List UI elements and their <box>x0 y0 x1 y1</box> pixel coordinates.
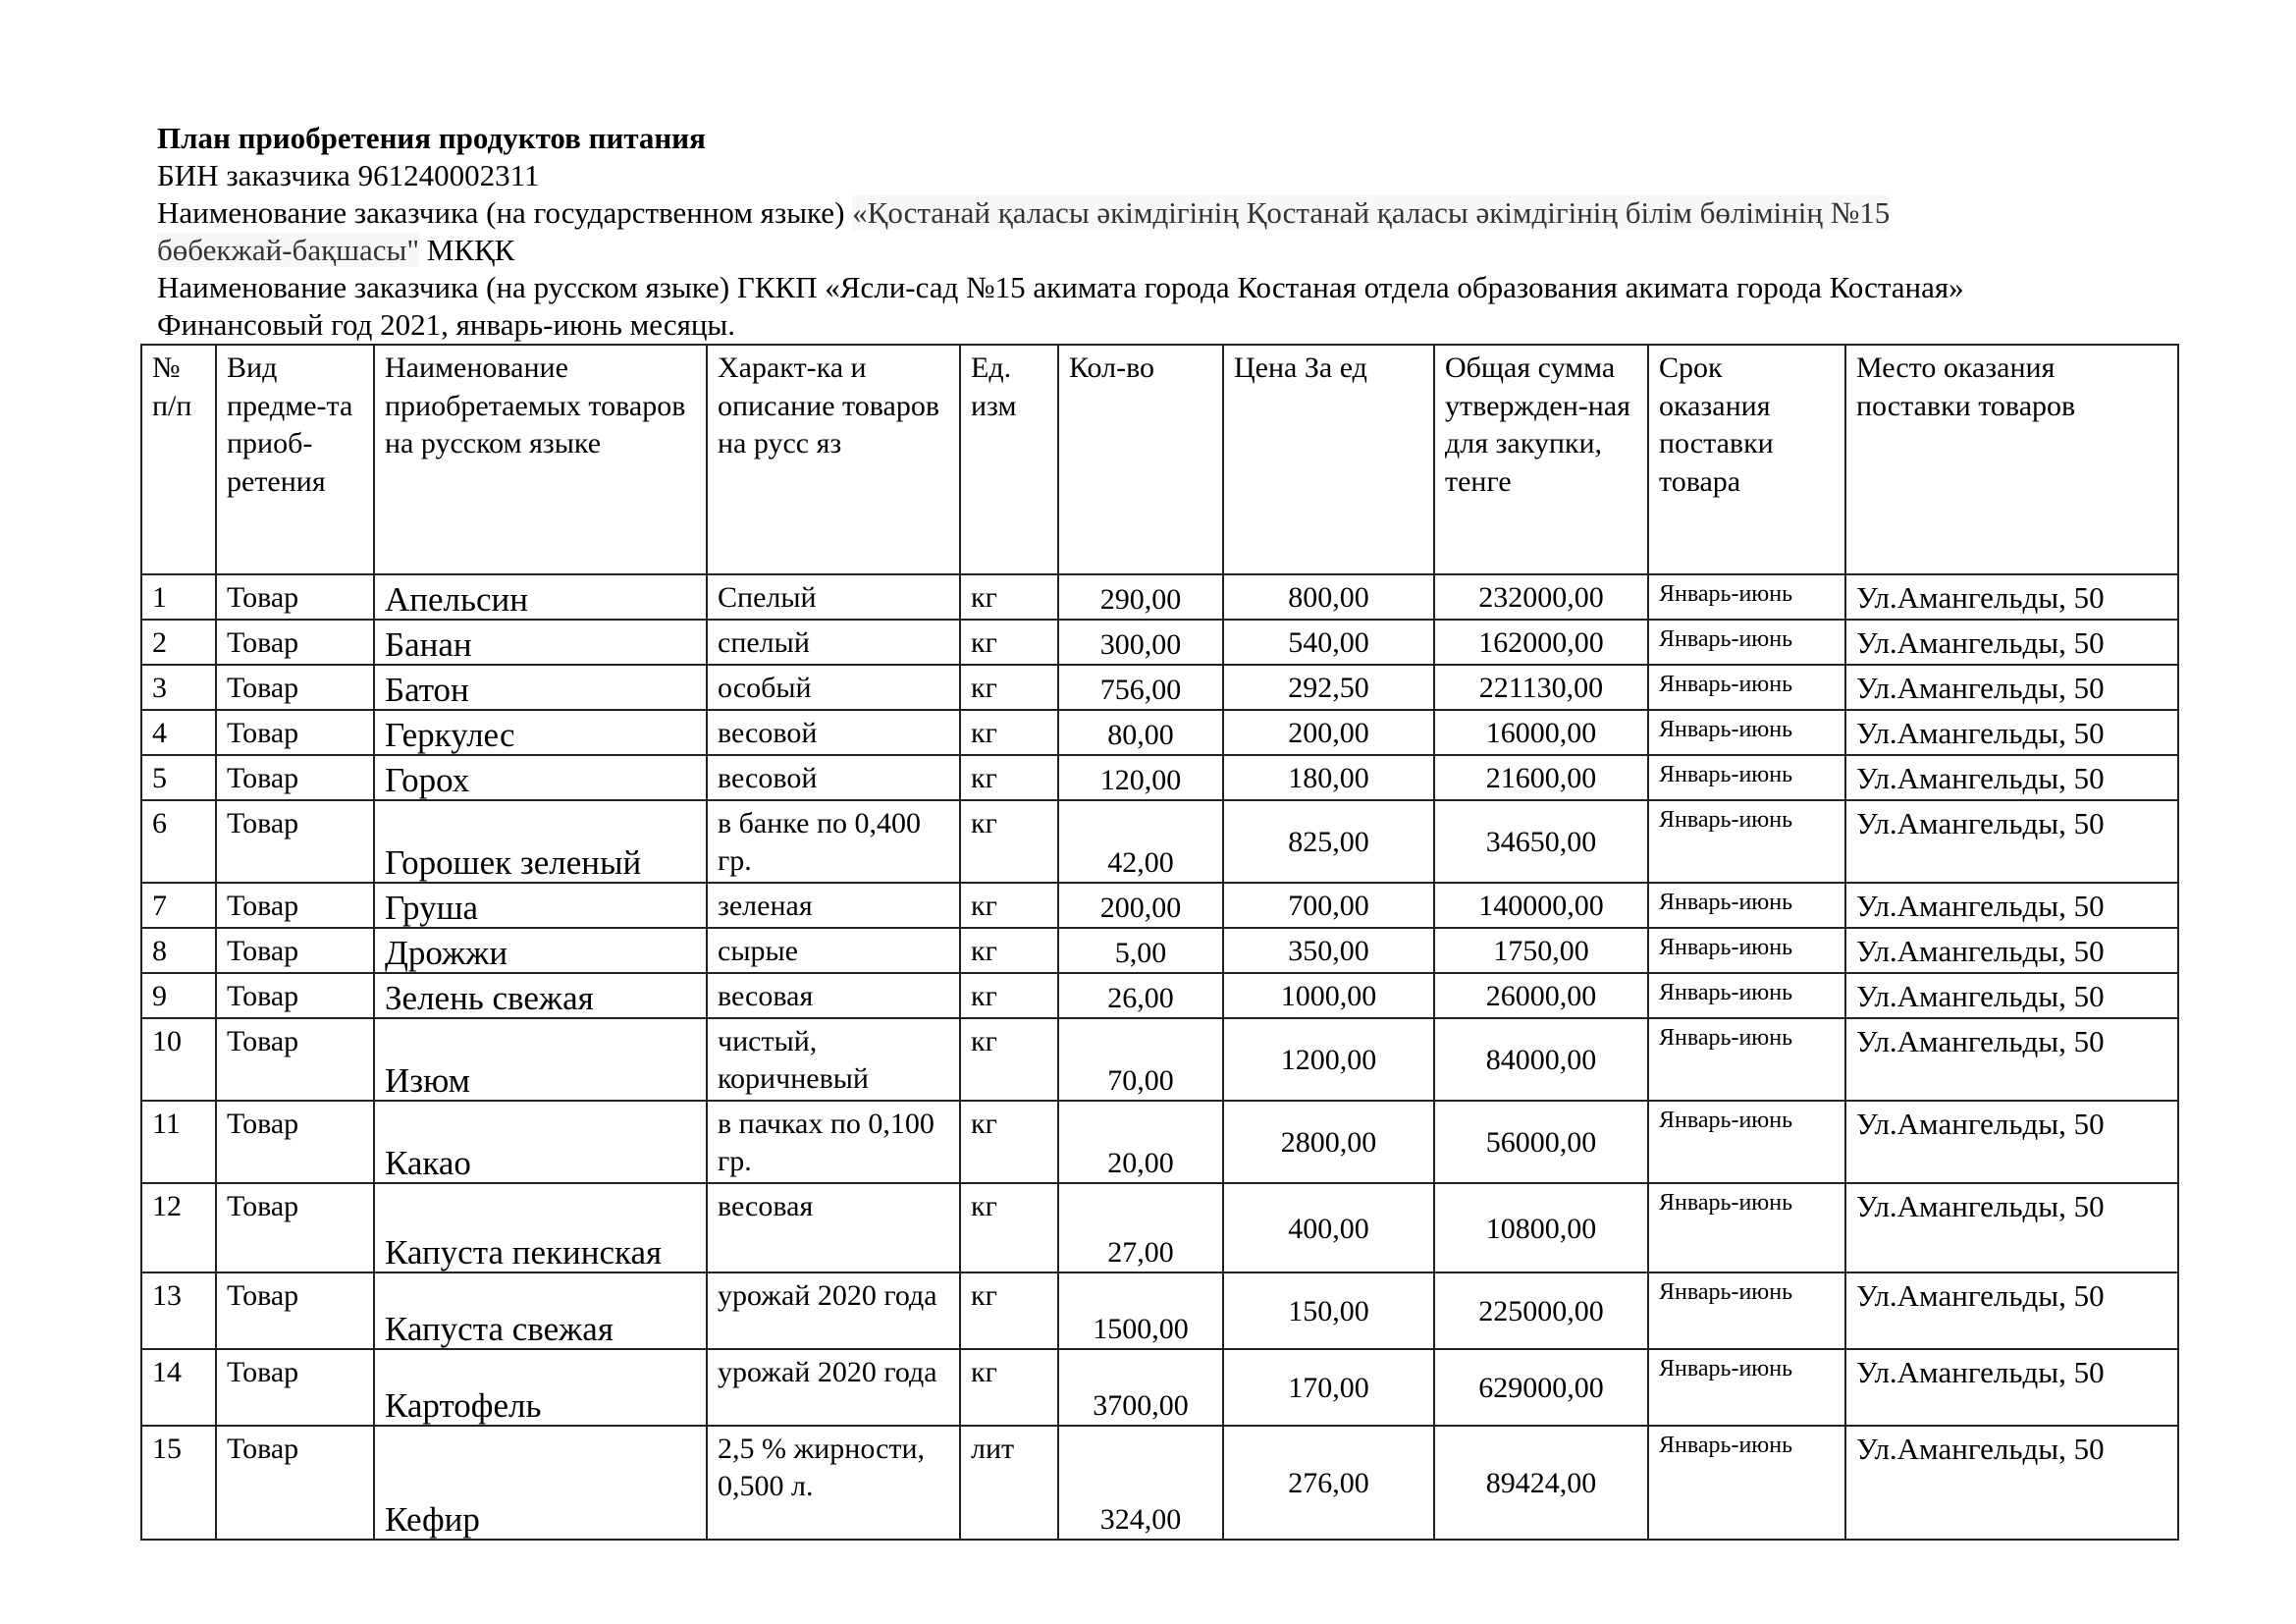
cell-term: Январь-июнь <box>1648 1349 1845 1426</box>
cell-name: Горох <box>374 755 707 800</box>
cell-kind: Товар <box>216 1183 374 1272</box>
cell-kind: Товар <box>216 710 374 755</box>
cell-name: Капуста свежая <box>374 1272 707 1349</box>
cell-total: 225000,00 <box>1434 1272 1648 1349</box>
cell-name: Батон <box>374 665 707 710</box>
table-row <box>141 1018 2178 1101</box>
cell-unit: кг <box>960 665 1058 710</box>
cell-term: Январь-июнь <box>1648 1272 1845 1349</box>
cell-unit: кг <box>960 1183 1058 1272</box>
cell-quantity: 3700,00 <box>1058 1349 1223 1426</box>
cell-term: Январь-июнь <box>1648 1018 1845 1101</box>
cell-num: 13 <box>141 1272 216 1349</box>
cell-num: 6 <box>141 800 216 883</box>
table-row <box>141 1349 2178 1426</box>
table-header-row <box>141 345 2178 574</box>
cell-unit: кг <box>960 574 1058 620</box>
table-row <box>141 710 2178 755</box>
cell-unit: кг <box>960 928 1058 973</box>
cell-quantity: 70,00 <box>1058 1018 1223 1101</box>
table-row <box>141 1183 2178 1272</box>
customer-name-kz <box>157 194 1890 232</box>
cell-place: Ул.Амангельды, 50 <box>1845 800 2178 883</box>
cell-quantity: 756,00 <box>1058 665 1223 710</box>
cell-unit: кг <box>960 1101 1058 1183</box>
cell-total: 84000,00 <box>1434 1018 1648 1101</box>
cell-place: Ул.Амангельды, 50 <box>1845 1101 2178 1183</box>
cell-term: Январь-июнь <box>1648 755 1845 800</box>
fiscal-year: Финансовый год 2021, январь-июнь месяцы. <box>157 307 736 342</box>
cell-name: Груша <box>374 883 707 928</box>
cell-place: Ул.Амангельды, 50 <box>1845 1349 2178 1426</box>
cell-kind: Товар <box>216 973 374 1018</box>
cell-quantity: 290,00 <box>1058 574 1223 620</box>
cell-unit: кг <box>960 973 1058 1018</box>
cell-num: 14 <box>141 1349 216 1426</box>
cell-term: Январь-июнь <box>1648 574 1845 620</box>
cell-price: 150,00 <box>1223 1272 1434 1349</box>
header-name: Наименование приобретаемых товаров на русском языке <box>374 345 707 574</box>
cell-total: 221130,00 <box>1434 665 1648 710</box>
cell-name: Изюм <box>374 1018 707 1101</box>
cell-name: Зелень свежая <box>374 973 707 1018</box>
cell-term: Январь-июнь <box>1648 710 1845 755</box>
cell-num: 4 <box>141 710 216 755</box>
cell-total: 34650,00 <box>1434 800 1648 883</box>
customer-bin: БИН заказчика 961240002311 <box>157 158 540 192</box>
header-description: Характ-ка и описание товаров на русс яз <box>707 345 960 574</box>
customer-name-ru: Наименование заказчика (на русском языке) ГККП «Ясли-сад №15 акимата города Костаная отдела образования акимата города Костаная» <box>157 270 1964 304</box>
table-row <box>141 973 2178 1018</box>
cell-description: в пачках по 0,100 гр. <box>707 1101 960 1183</box>
cell-total: 16000,00 <box>1434 710 1648 755</box>
cell-total: 10800,00 <box>1434 1183 1648 1272</box>
cell-description: весовая <box>707 973 960 1018</box>
header-place: Место оказания поставки товаров <box>1845 345 2178 574</box>
cell-term: Январь-июнь <box>1648 1101 1845 1183</box>
cell-place: Ул.Амангельды, 50 <box>1845 1183 2178 1272</box>
table-row <box>141 883 2178 928</box>
cell-quantity: 20,00 <box>1058 1101 1223 1183</box>
cell-description: весовая <box>707 1183 960 1272</box>
cell-description: урожай 2020 года <box>707 1349 960 1426</box>
header-price: Цена За ед <box>1223 345 1434 574</box>
cell-total: 629000,00 <box>1434 1349 1648 1426</box>
cell-place: Ул.Амангельды, 50 <box>1845 1426 2178 1540</box>
cell-unit: кг <box>960 1018 1058 1101</box>
cell-description: весовой <box>707 755 960 800</box>
cell-place: Ул.Амангельды, 50 <box>1845 574 2178 620</box>
cell-place: Ул.Амангельды, 50 <box>1845 928 2178 973</box>
cell-term: Январь-июнь <box>1648 973 1845 1018</box>
cell-description: урожай 2020 года <box>707 1272 960 1349</box>
cell-description: в банке по 0,400 гр. <box>707 800 960 883</box>
cell-num: 1 <box>141 574 216 620</box>
cell-num: 9 <box>141 973 216 1018</box>
cell-place: Ул.Амангельды, 50 <box>1845 1018 2178 1101</box>
cell-unit: лит <box>960 1426 1058 1540</box>
cell-total: 1750,00 <box>1434 928 1648 973</box>
table-row <box>141 665 2178 710</box>
cell-kind: Товар <box>216 1272 374 1349</box>
cell-description: 2,5 % жирности, 0,500 л. <box>707 1426 960 1540</box>
cell-price: 2800,00 <box>1223 1101 1434 1183</box>
cell-quantity: 324,00 <box>1058 1426 1223 1540</box>
document-title: План приобретения продуктов питания <box>157 121 706 155</box>
table-row <box>141 755 2178 800</box>
cell-term: Январь-июнь <box>1648 665 1845 710</box>
cell-unit: кг <box>960 1272 1058 1349</box>
cell-quantity: 5,00 <box>1058 928 1223 973</box>
cell-quantity: 120,00 <box>1058 755 1223 800</box>
header-kind: Вид предме-та приоб-ретения <box>216 345 374 574</box>
cell-total: 232000,00 <box>1434 574 1648 620</box>
table-row <box>141 620 2178 665</box>
table-row <box>141 1272 2178 1349</box>
cell-term: Январь-июнь <box>1648 928 1845 973</box>
cell-total: 140000,00 <box>1434 883 1648 928</box>
table-row <box>141 800 2178 883</box>
cell-quantity: 300,00 <box>1058 620 1223 665</box>
cell-term: Январь-июнь <box>1648 883 1845 928</box>
cell-total: 56000,00 <box>1434 1101 1648 1183</box>
cell-quantity: 1500,00 <box>1058 1272 1223 1349</box>
cell-total: 21600,00 <box>1434 755 1648 800</box>
cell-term: Январь-июнь <box>1648 620 1845 665</box>
cell-quantity: 80,00 <box>1058 710 1223 755</box>
cell-price: 170,00 <box>1223 1349 1434 1426</box>
cell-unit: кг <box>960 883 1058 928</box>
cell-kind: Товар <box>216 883 374 928</box>
cell-price: 800,00 <box>1223 574 1434 620</box>
header-quantity: Кол-во <box>1058 345 1223 574</box>
cell-kind: Товар <box>216 800 374 883</box>
cell-quantity: 200,00 <box>1058 883 1223 928</box>
cell-place: Ул.Амангельды, 50 <box>1845 883 2178 928</box>
cell-name: Банан <box>374 620 707 665</box>
cell-place: Ул.Амангельды, 50 <box>1845 1272 2178 1349</box>
cell-place: Ул.Амангельды, 50 <box>1845 755 2178 800</box>
cell-name: Геркулес <box>374 710 707 755</box>
customer-name-kz-value: «Қостанай қаласы әкімдігінің Қостанай қаласы әкімдігінің білім бөлімінің №15 <box>852 195 1891 230</box>
cell-kind: Товар <box>216 620 374 665</box>
customer-name-kz-label: Наименование заказчика (на государственном языке) <box>157 195 853 230</box>
cell-unit: кг <box>960 800 1058 883</box>
cell-unit: кг <box>960 755 1058 800</box>
cell-price: 276,00 <box>1223 1426 1434 1540</box>
cell-num: 11 <box>141 1101 216 1183</box>
table-row <box>141 574 2178 620</box>
cell-price: 400,00 <box>1223 1183 1434 1272</box>
cell-unit: кг <box>960 710 1058 755</box>
cell-price: 1000,00 <box>1223 973 1434 1018</box>
customer-name-kz-suffix: МКҚК <box>419 233 515 267</box>
cell-description: Спелый <box>707 574 960 620</box>
cell-description: спелый <box>707 620 960 665</box>
cell-num: 10 <box>141 1018 216 1101</box>
cell-kind: Товар <box>216 1426 374 1540</box>
cell-price: 292,50 <box>1223 665 1434 710</box>
cell-total: 89424,00 <box>1434 1426 1648 1540</box>
cell-kind: Товар <box>216 1018 374 1101</box>
cell-num: 15 <box>141 1426 216 1540</box>
cell-description: сырые <box>707 928 960 973</box>
cell-quantity: 42,00 <box>1058 800 1223 883</box>
cell-description: весовой <box>707 710 960 755</box>
cell-num: 7 <box>141 883 216 928</box>
cell-place: Ул.Амангельды, 50 <box>1845 620 2178 665</box>
cell-price: 200,00 <box>1223 710 1434 755</box>
cell-term: Январь-июнь <box>1648 1183 1845 1272</box>
cell-price: 825,00 <box>1223 800 1434 883</box>
cell-unit: кг <box>960 1349 1058 1426</box>
cell-num: 2 <box>141 620 216 665</box>
cell-term: Январь-июнь <box>1648 1426 1845 1540</box>
cell-price: 1200,00 <box>1223 1018 1434 1101</box>
cell-place: Ул.Амангельды, 50 <box>1845 710 2178 755</box>
table-row <box>141 1101 2178 1183</box>
header-unit: Ед. изм <box>960 345 1058 574</box>
cell-kind: Товар <box>216 1101 374 1183</box>
header-term: Срок оказания поставки товара <box>1648 345 1845 574</box>
cell-num: 8 <box>141 928 216 973</box>
cell-unit: кг <box>960 620 1058 665</box>
cell-price: 350,00 <box>1223 928 1434 973</box>
cell-num: 12 <box>141 1183 216 1272</box>
cell-kind: Товар <box>216 1349 374 1426</box>
cell-description: чистый, коричневый <box>707 1018 960 1101</box>
header-num: № п/п <box>141 345 216 574</box>
cell-price: 180,00 <box>1223 755 1434 800</box>
customer-name-kz-continued <box>157 232 514 269</box>
cell-kind: Товар <box>216 665 374 710</box>
procurement-table <box>140 344 2179 1541</box>
cell-quantity: 26,00 <box>1058 973 1223 1018</box>
customer-name-kz-value-2: бөбекжай-бақшасы" <box>157 233 420 267</box>
cell-kind: Товар <box>216 574 374 620</box>
cell-kind: Товар <box>216 755 374 800</box>
cell-name: Дрожжи <box>374 928 707 973</box>
cell-name: Какао <box>374 1101 707 1183</box>
cell-name: Кефир <box>374 1426 707 1540</box>
cell-total: 162000,00 <box>1434 620 1648 665</box>
cell-num: 5 <box>141 755 216 800</box>
cell-description: особый <box>707 665 960 710</box>
cell-quantity: 27,00 <box>1058 1183 1223 1272</box>
cell-price: 700,00 <box>1223 883 1434 928</box>
cell-place: Ул.Амангельды, 50 <box>1845 665 2178 710</box>
cell-term: Январь-июнь <box>1648 800 1845 883</box>
cell-name: Горошек зеленый <box>374 800 707 883</box>
cell-num: 3 <box>141 665 216 710</box>
cell-name: Капуста пекинская <box>374 1183 707 1272</box>
cell-description: зеленая <box>707 883 960 928</box>
cell-price: 540,00 <box>1223 620 1434 665</box>
header-total: Общая сумма утвержден-ная для закупки, тенге <box>1434 345 1648 574</box>
cell-total: 26000,00 <box>1434 973 1648 1018</box>
cell-name: Апельсин <box>374 574 707 620</box>
cell-kind: Товар <box>216 928 374 973</box>
table-row <box>141 1426 2178 1540</box>
table-row <box>141 928 2178 973</box>
cell-name: Картофель <box>374 1349 707 1426</box>
cell-place: Ул.Амангельды, 50 <box>1845 973 2178 1018</box>
